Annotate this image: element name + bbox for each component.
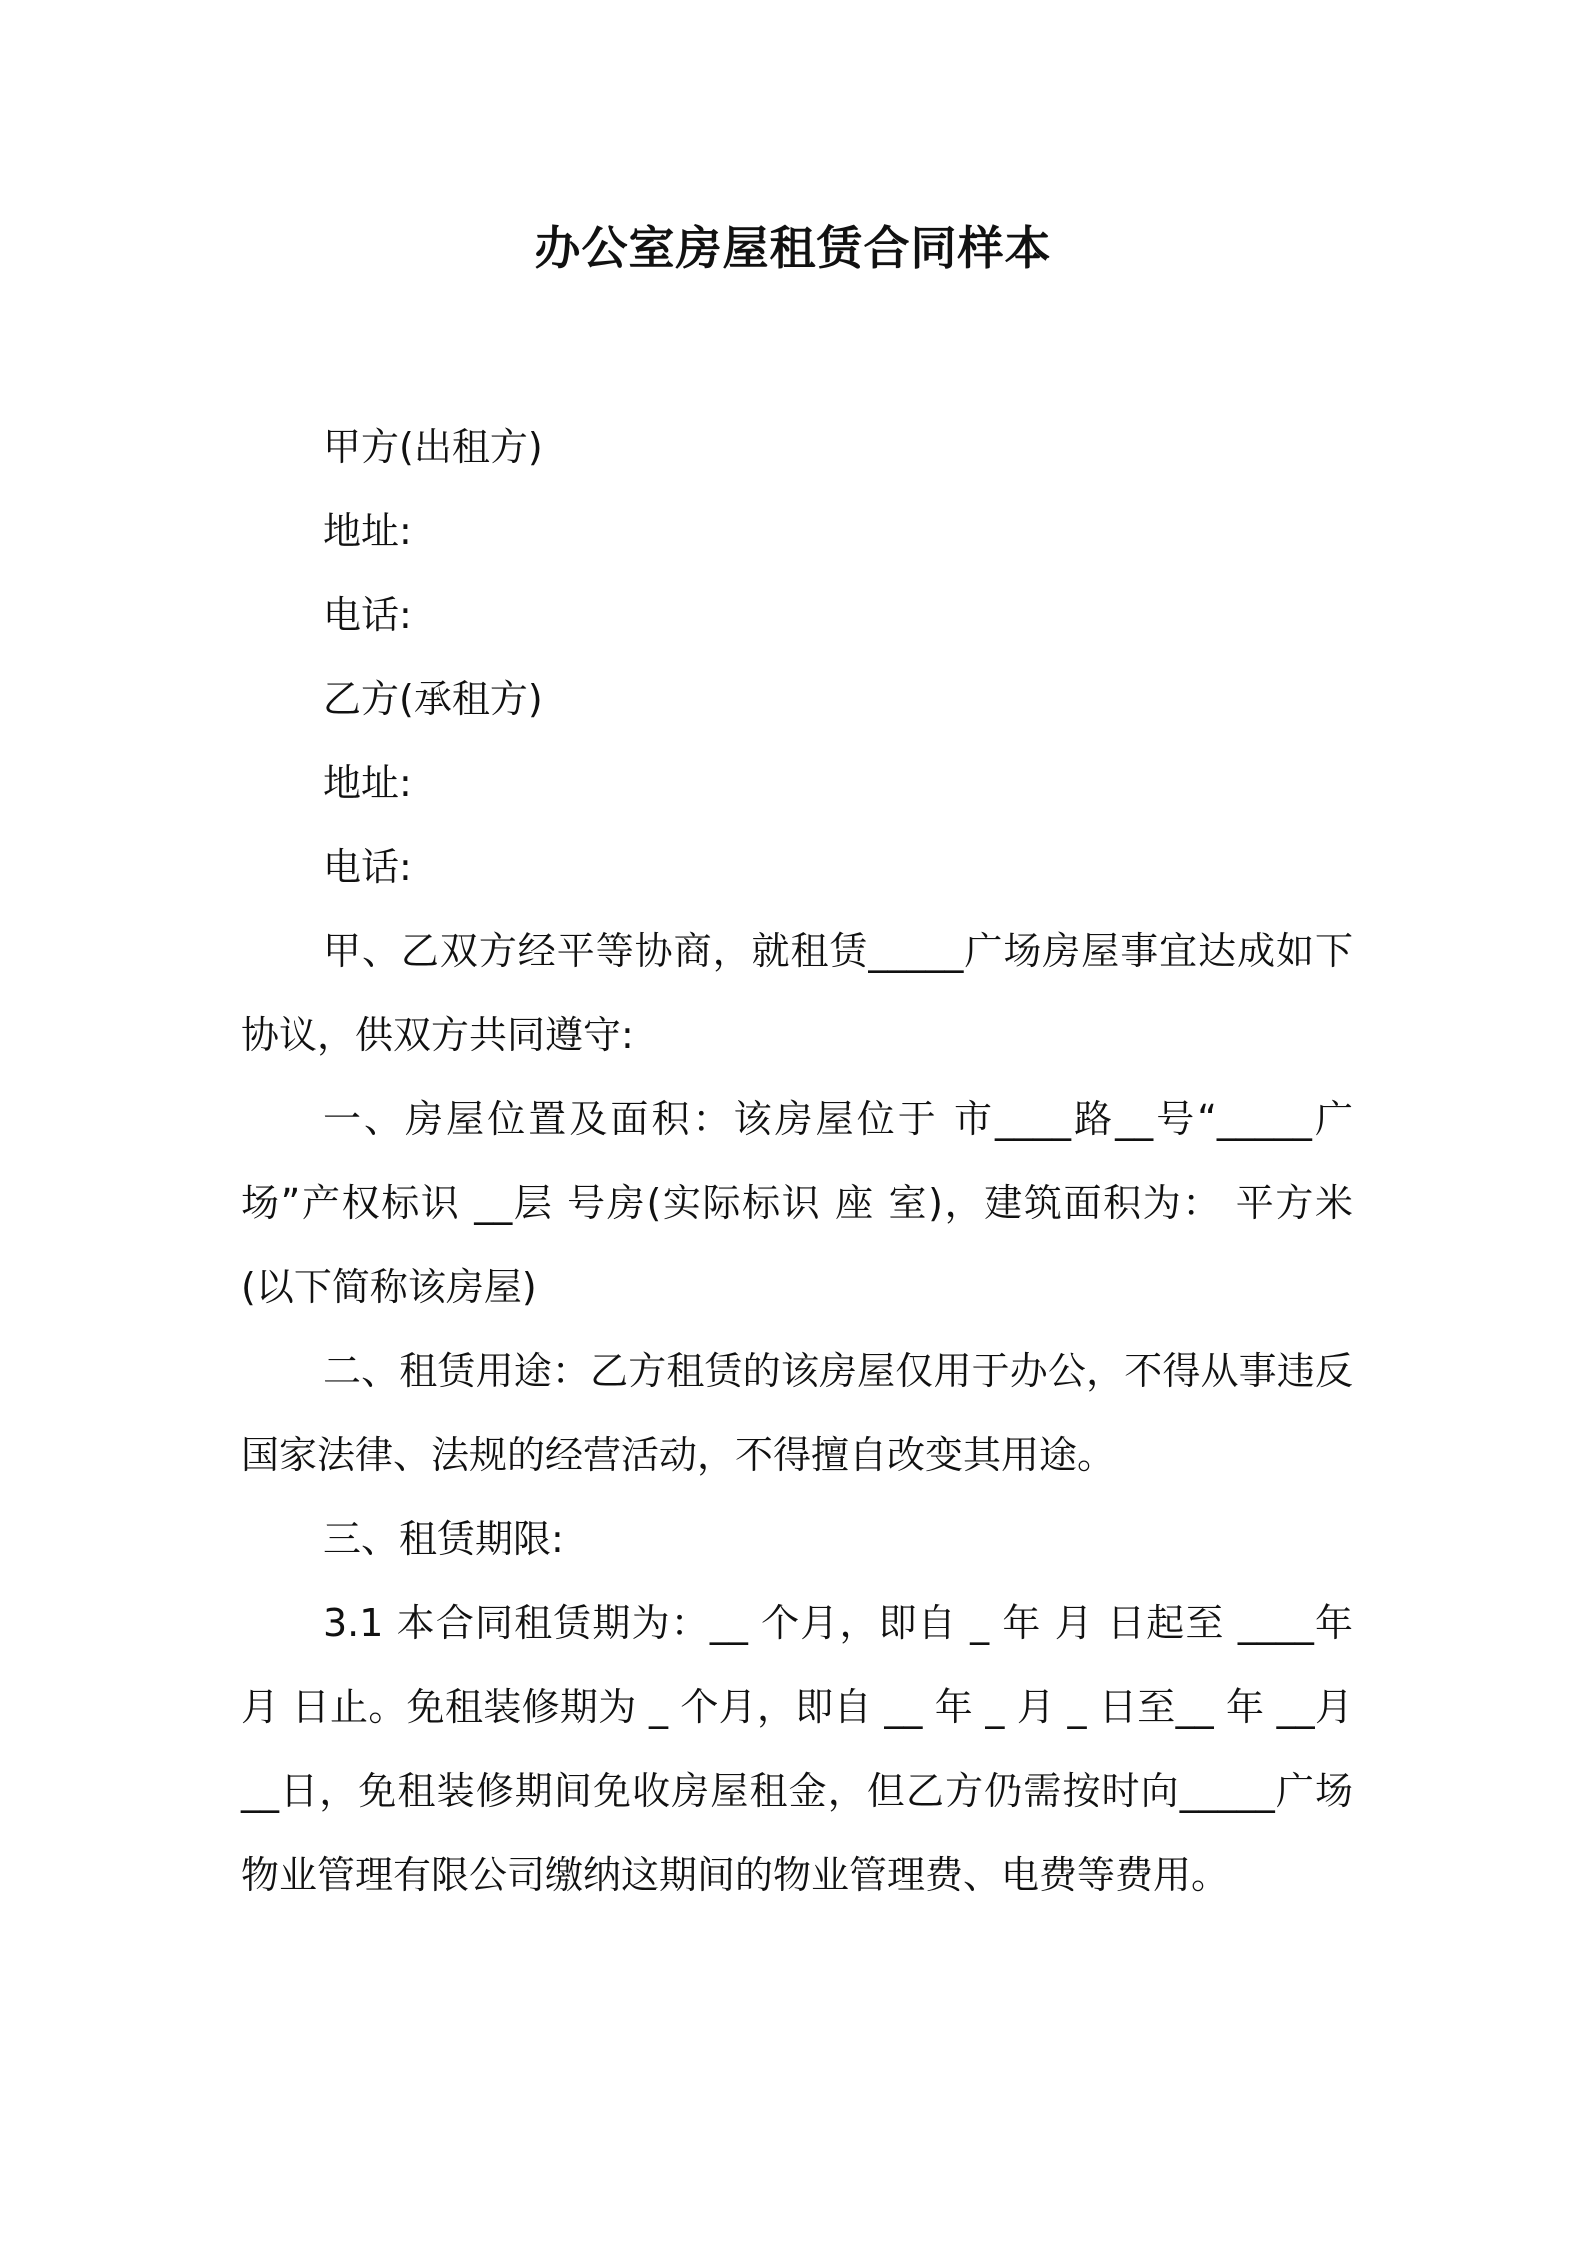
party-b-address-label: 地址: xyxy=(323,761,412,805)
clause-1-location-area: 一、房屋位置及面积：该房屋位于 市____路__号“_____广场”产权标识 __层 号房(实际标识 座 室)，建筑面积为： 平方米(以下简称该房屋) xyxy=(241,1097,1353,1309)
clause-2-usage: 二、租赁用途：乙方租赁的该房屋仅用于办公，不得从事违反国家法律、法规的经营活动，不得擅自改变其用途。 xyxy=(241,1349,1353,1477)
party-b-phone-label: 电话: xyxy=(323,845,412,889)
document-title: 办公室房屋租赁合同样本 xyxy=(534,221,1052,275)
party-a-heading: 甲方(出租方) xyxy=(323,425,543,469)
document-body xyxy=(241,405,1353,1917)
clause-3-heading: 三、租赁期限: xyxy=(323,1517,564,1561)
party-a-address-label: 地址: xyxy=(323,509,412,553)
preamble-paragraph: 甲、乙双方经平等协商，就租赁_____广场房屋事宜达成如下协议，供双方共同遵守: xyxy=(241,929,1353,1057)
party-a-phone-label: 电话: xyxy=(323,593,412,637)
party-b-heading: 乙方(承租方) xyxy=(323,677,543,721)
clause-3-1-lease-term: 3.1 本合同租赁期为：__ 个月，即自 _ 年 月 日起至 ____年 月 日止。免租装修期为 _ 个月，即自 __ 年 _ 月 _ 日至__ 年 __月 __日，免租装修期间免收房屋租金，但乙方仍需按时向_____广场物业管理有限公司缴纳这期间的物业管理费、电费等费用。 xyxy=(241,1601,1353,1897)
